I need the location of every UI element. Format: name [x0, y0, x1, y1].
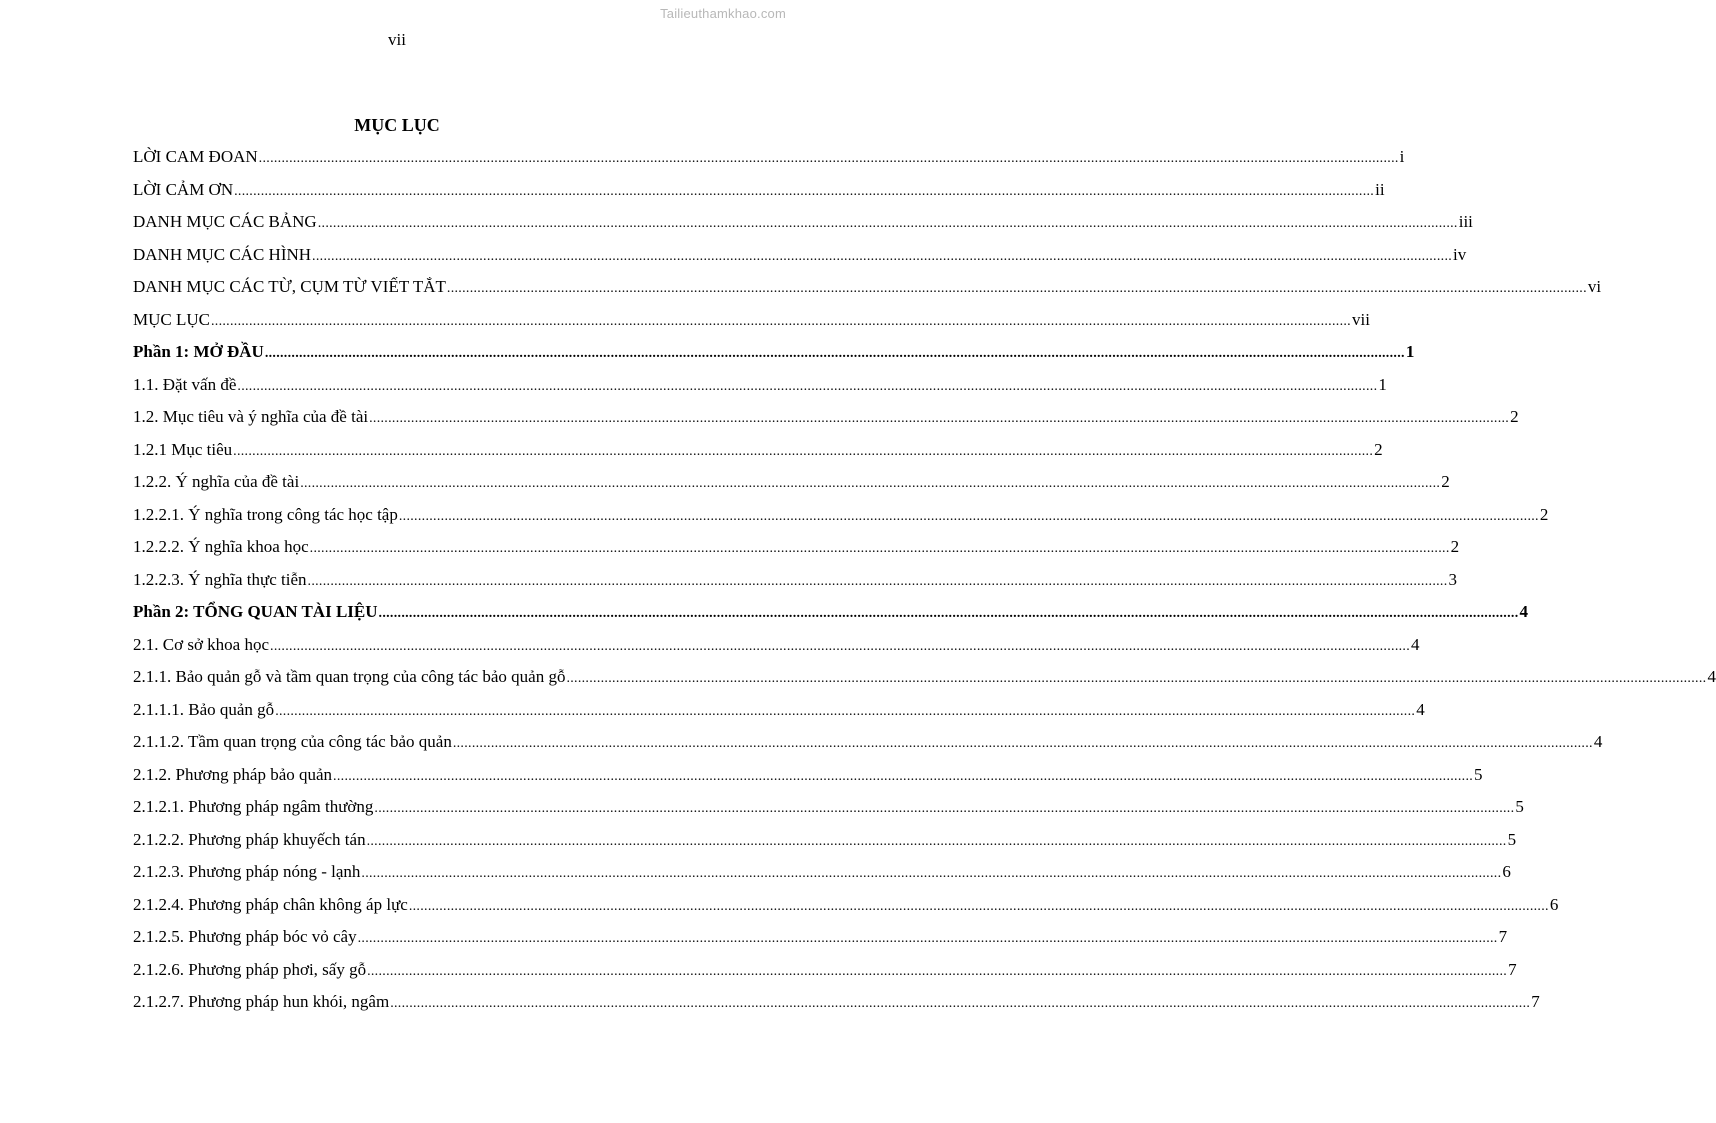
toc-entry-page-number: 4: [1707, 667, 1716, 686]
toc-entry[interactable]: [133, 954, 1517, 987]
toc-entry[interactable]: [133, 986, 1540, 1019]
toc-dot-leader: ............................................................................................................................................................................................................................................................................................................: [361, 866, 1502, 881]
toc-entry-page-number: 4: [1519, 602, 1529, 621]
toc-dot-leader: ............................................................................................................................................................................................................................................................................................................: [408, 898, 1549, 914]
toc-entry[interactable]: [133, 921, 1508, 954]
toc-entry-title: 2.1.2.4. Phương pháp chân không áp lực: [133, 894, 408, 914]
toc-entry-title: 2.1.1. Bảo quản gỗ và tầm quan trọng của công tác bảo quản gỗ: [133, 667, 566, 686]
toc-entry-title: LỜI CẢM ƠN: [133, 179, 234, 199]
toc-entry-title: Phần 2: TỔNG QUAN TÀI LIỆU: [133, 602, 378, 621]
toc-entry-page-number: vi: [1587, 277, 1602, 296]
toc-dot-leader: ............................................................................................................................................................................................................................................................................................................: [309, 541, 1450, 556]
toc-entry-title: 2.1.2.3. Phương pháp nóng - lạnh: [133, 862, 361, 881]
toc-entry-title: 2.1.2.7. Phương pháp hun khói, ngâm: [133, 992, 390, 1011]
watermark: Tailieuthamkhao.com: [660, 6, 786, 21]
toc-entry-title: 2.1. Cơ sở khoa học: [133, 634, 270, 654]
toc-dot-leader: ............................................................................................................................................................................................................................................................................................................: [452, 736, 1593, 751]
toc-entry-page-number: 2: [1441, 472, 1450, 491]
toc-entry[interactable]: [133, 596, 1529, 629]
toc-dot-leader: ............................................................................................................................................................................................................................................................................................................: [237, 378, 1378, 394]
toc-dot-leader: ............................................................................................................................................................................................................................................................................................................: [233, 443, 1374, 459]
toc-entry-page-number: 7: [1498, 927, 1508, 946]
toc-dot-leader: ............................................................................................................................................................................................................................................................................................................: [333, 768, 1474, 784]
toc-dot-leader: ............................................................................................................................................................................................................................................................................................................: [367, 963, 1508, 979]
toc-entry[interactable]: [133, 856, 1511, 889]
toc-entry-page-number: 6: [1549, 894, 1559, 914]
toc-entry-title: LỜI CAM ĐOAN: [133, 147, 258, 166]
toc-entry-page-number: i: [1399, 147, 1405, 166]
toc-entry-page-number: 7: [1508, 959, 1517, 979]
toc-entry-page-number: 3: [1448, 569, 1458, 589]
toc-entry-page-number: 4: [1593, 732, 1603, 751]
toc-entry-page-number: 4: [1416, 699, 1425, 719]
toc-entry[interactable]: [133, 141, 1405, 174]
toc-entry-title: DANH MỤC CÁC HÌNH: [133, 244, 312, 264]
toc-dot-leader: ............................................................................................................................................................................................................................................................................................................: [446, 281, 1587, 296]
toc-dot-leader: ............................................................................................................................................................................................................................................................................................................: [312, 248, 1453, 264]
toc-title: MỤC LỤC: [354, 115, 440, 135]
toc-entry-title: 1.2.2.2. Ý nghĩa khoa học: [133, 537, 309, 556]
toc-entry-page-number: 5: [1507, 829, 1517, 849]
toc-entry[interactable]: [133, 239, 1467, 272]
toc-entry[interactable]: [133, 304, 1370, 337]
toc-entry-title: 1.2.1 Mục tiêu: [133, 439, 233, 459]
toc-entry-page-number: 5: [1515, 797, 1524, 816]
toc-entry[interactable]: [133, 824, 1517, 857]
toc-dot-leader: ............................................................................................................................................................................................................................................................................................................: [369, 411, 1510, 426]
toc-entry-title: DANH MỤC CÁC BẢNG: [133, 212, 317, 231]
toc-entry-page-number: 6: [1502, 862, 1511, 881]
toc-entry-title: 2.1.2.2. Phương pháp khuyếch tán: [133, 829, 366, 849]
toc-dot-leader: ............................................................................................................................................................................................................................................................................................................: [374, 801, 1515, 816]
toc-dot-leader: ............................................................................................................................................................................................................................................................................................................: [258, 151, 1399, 166]
toc-entry-page-number: iv: [1453, 244, 1467, 264]
toc-entry-page-number: iii: [1458, 212, 1473, 231]
toc-dot-leader: ............................................................................................................................................................................................................................................................................................................: [300, 476, 1441, 491]
toc-entry-page-number: ii: [1375, 179, 1385, 199]
toc-entry-title: 1.2.2.1. Ý nghĩa trong công tác học tập: [133, 504, 398, 524]
toc-entry-page-number: 2: [1510, 407, 1519, 426]
page-number: vii: [388, 30, 406, 49]
toc-entry-title: 1.2. Mục tiêu và ý nghĩa của đề tài: [133, 407, 369, 426]
toc-dot-leader: ............................................................................................................................................................................................................................................................................................................: [357, 931, 1498, 946]
toc-dot-leader: ............................................................................................................................................................................................................................................................................................................: [398, 508, 1539, 524]
toc-entry-page-number: 2: [1374, 439, 1383, 459]
toc-entry[interactable]: [133, 434, 1383, 467]
toc-entry-page-number: vii: [1351, 309, 1370, 329]
toc-dot-leader: ............................................................................................................................................................................................................................................................................................................: [234, 183, 1375, 199]
toc-entry-page-number: 4: [1411, 634, 1420, 654]
toc-entry[interactable]: [133, 531, 1460, 564]
toc-entry[interactable]: [133, 401, 1519, 434]
toc-dot-leader: ............................................................................................................................................................................................................................................................................................................: [275, 703, 1416, 719]
toc-entry[interactable]: [133, 889, 1559, 922]
toc-entry-title: 2.1.2.6. Phương pháp phơi, sấy gỗ: [133, 959, 367, 979]
toc-entry-page-number: 2: [1539, 504, 1549, 524]
toc-entry[interactable]: [133, 466, 1450, 499]
toc-entry-page-number: 5: [1474, 764, 1483, 784]
toc-dot-leader: ............................................................................................................................................................................................................................................................................................................: [264, 346, 1405, 361]
toc-entry-title: 1.2.2.3. Ý nghĩa thực tiễn: [133, 569, 307, 589]
toc-entry-title: 2.1.2.1. Phương pháp ngâm thường: [133, 797, 374, 816]
toc-entry-title: 2.1.1.1. Bảo quản gỗ: [133, 699, 275, 719]
toc-dot-leader: ............................................................................................................................................................................................................................................................................................................: [366, 833, 1507, 849]
toc-entry[interactable]: [133, 336, 1415, 369]
toc-entry-title: 1.2.2. Ý nghĩa của đề tài: [133, 472, 300, 491]
toc-entry[interactable]: [133, 499, 1549, 532]
toc-entry[interactable]: [133, 369, 1387, 402]
toc-dot-leader: ............................................................................................................................................................................................................................................................................................................: [317, 216, 1458, 231]
toc-entry-title: 2.1.1.2. Tầm quan trọng của công tác bảo quản: [133, 732, 452, 751]
toc-entry-title: Phần 1: MỞ ĐẦU: [133, 342, 264, 361]
toc-entry-title: MỤC LỤC: [133, 309, 210, 329]
toc-entry[interactable]: [133, 271, 1602, 304]
toc-entry[interactable]: [133, 206, 1473, 239]
toc-dot-leader: ............................................................................................................................................................................................................................................................................................................: [270, 638, 1411, 654]
toc-dot-leader: ............................................................................................................................................................................................................................................................................................................: [307, 573, 1448, 589]
toc-dot-leader: ............................................................................................................................................................................................................................................................................................................: [210, 313, 1351, 329]
toc-entry[interactable]: [133, 759, 1483, 792]
toc-entry-title: 1.1. Đặt vấn đề: [133, 374, 237, 394]
toc-dot-leader: ............................................................................................................................................................................................................................................................................................................: [378, 606, 1519, 621]
toc-entry[interactable]: [133, 174, 1385, 207]
table-of-contents: [133, 141, 1716, 1019]
toc-entry-page-number: 1: [1405, 342, 1415, 361]
toc-entry-page-number: 2: [1450, 537, 1460, 556]
toc-entry[interactable]: [133, 726, 1603, 759]
toc-entry-title: 2.1.2. Phương pháp bảo quản: [133, 764, 333, 784]
toc-entry-title: DANH MỤC CÁC TỪ, CỤM TỪ VIẾT TẮT: [133, 277, 446, 296]
toc-dot-leader: ............................................................................................................................................................................................................................................................................................................: [390, 996, 1531, 1011]
toc-entry-title: 2.1.2.5. Phương pháp bóc vỏ cây: [133, 927, 357, 946]
toc-entry-page-number: 1: [1378, 374, 1387, 394]
toc-dot-leader: ............................................................................................................................................................................................................................................................................................................: [566, 671, 1707, 686]
toc-entry[interactable]: [133, 564, 1458, 597]
toc-entry[interactable]: [133, 694, 1425, 727]
toc-entry[interactable]: [133, 791, 1524, 824]
toc-entry[interactable]: [133, 661, 1716, 694]
toc-entry-page-number: 7: [1531, 992, 1540, 1011]
toc-entry[interactable]: [133, 629, 1420, 662]
